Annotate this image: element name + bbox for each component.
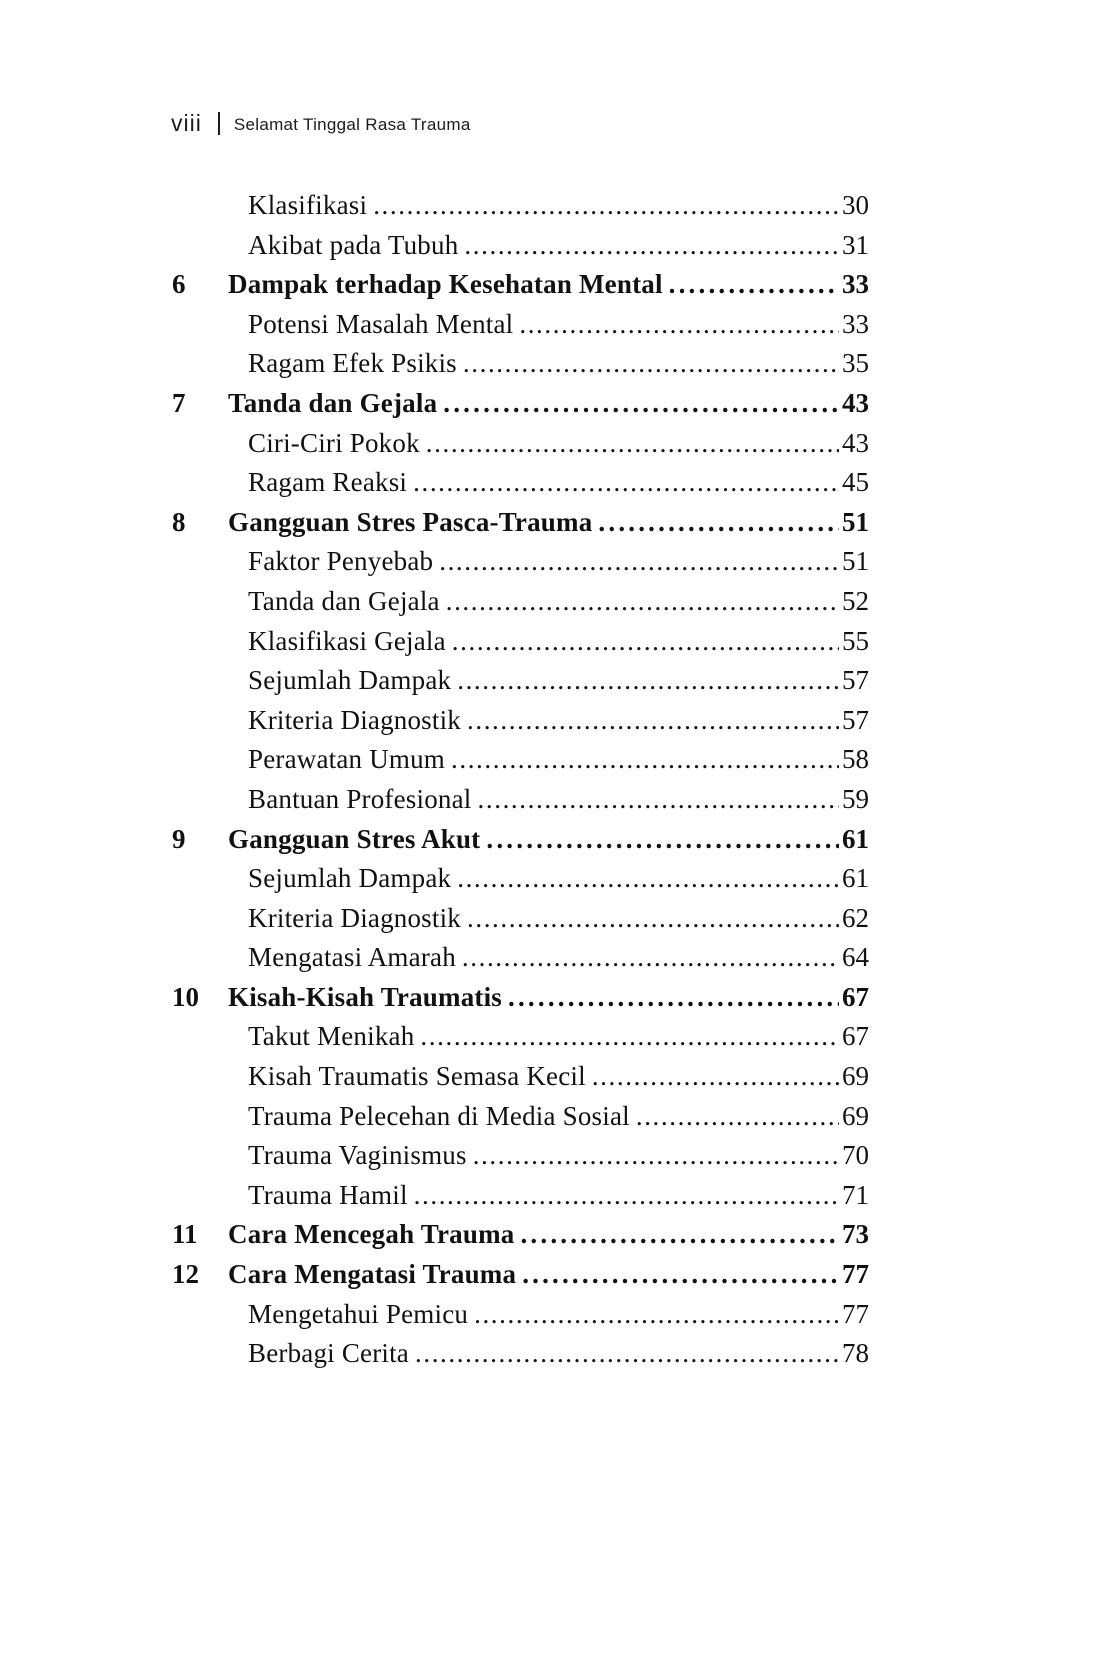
toc-entry-leader [446, 582, 839, 622]
toc-entry-title: Kisah-Kisah Traumatis [228, 981, 503, 1012]
toc-entry-title: Perawatan Umum [248, 744, 445, 775]
toc-entry-leader [508, 978, 839, 1018]
toc-entry-title: Cara Mengatasi Trauma [228, 1259, 517, 1290]
toc-entry [172, 226, 869, 266]
toc-entry-leader [462, 938, 839, 978]
toc-entry-page: 58 [842, 744, 869, 775]
toc-entry-number: 8 [172, 506, 186, 537]
toc-entry-title: Sejumlah Dampak [248, 863, 452, 894]
toc-entry-number: 6 [172, 269, 186, 300]
toc-entry-title: Kriteria Diagnostik [248, 902, 461, 933]
toc-entry-page: 55 [842, 625, 869, 656]
toc-entry-page: 35 [842, 348, 869, 379]
toc-entry-leader [463, 344, 839, 384]
toc-entry [172, 542, 869, 582]
toc-entry-leader [592, 1057, 839, 1097]
toc-entry [172, 1255, 869, 1295]
toc-entry-title: Klasifikasi Gejala [248, 625, 446, 656]
toc-entry-title: Ragam Efek Psikis [248, 348, 457, 379]
toc-entry-leader [413, 463, 839, 503]
toc-entry-leader [467, 701, 839, 741]
toc-entry-page: 33 [842, 308, 869, 339]
toc-entry [172, 820, 869, 860]
toc-entry-leader [636, 1097, 839, 1137]
toc-entry-title: Mengetahui Pemicu [248, 1298, 469, 1329]
toc-entry-page: 43 [842, 387, 869, 418]
toc-entry-title: Ragam Reaksi [248, 467, 408, 498]
header-separator [218, 112, 220, 135]
toc-entry-page: 52 [842, 585, 869, 616]
toc-entry-page: 77 [842, 1298, 869, 1329]
toc-entry-title: Faktor Penyebab [248, 546, 434, 577]
toc-entry [172, 1176, 869, 1216]
toc-entry-leader [473, 1136, 839, 1176]
toc-entry-page: 73 [842, 1219, 869, 1250]
toc-entry [172, 1097, 869, 1137]
toc-entry [172, 780, 869, 820]
toc-entry-page: 61 [842, 863, 869, 894]
header-book-title: Selamat Tinggal Rasa Trauma [233, 115, 471, 134]
toc-entry-page: 77 [842, 1259, 869, 1290]
toc-entry-title: Kriteria Diagnostik [248, 704, 461, 735]
toc-entry [172, 1057, 869, 1097]
toc-entry-number: 10 [172, 981, 199, 1012]
toc-entry [172, 1334, 869, 1374]
toc-entry-leader [520, 1215, 839, 1255]
toc-entry-page: 51 [842, 546, 869, 577]
header-page-number: viii [171, 110, 202, 136]
toc-entry [172, 186, 869, 226]
toc-entry-leader [443, 384, 839, 424]
toc-entry-leader [420, 1017, 839, 1057]
toc-entry-page: 78 [842, 1338, 869, 1369]
toc-entry-page: 43 [842, 427, 869, 458]
toc-entry-page: 70 [842, 1140, 869, 1171]
toc-entry-title: Cara Mencegah Trauma [228, 1219, 515, 1250]
toc-entry-page: 67 [842, 1021, 869, 1052]
toc-entry-title: Trauma Vaginismus [248, 1140, 467, 1171]
toc-entry-title: Trauma Pelecehan di Media Sosial [248, 1100, 630, 1131]
toc-entry-leader [415, 1334, 839, 1374]
toc-entry-title: Berbagi Cerita [248, 1338, 409, 1369]
toc-entry [172, 384, 869, 424]
toc-entry-page: 69 [842, 1100, 869, 1131]
toc-entry-page: 71 [842, 1179, 869, 1210]
toc-entry-title: Bantuan Profesional [248, 783, 472, 814]
toc-entry-title: Ciri-Ciri Pokok [248, 427, 420, 458]
toc-entry-leader [439, 542, 839, 582]
toc-entry [172, 503, 869, 543]
toc-entry-leader [464, 226, 839, 266]
toc-entry-title: Gangguan Stres Akut [228, 823, 481, 854]
toc-entry-page: 33 [842, 269, 869, 300]
toc-entry [172, 1017, 869, 1057]
toc-entry-page: 31 [842, 229, 869, 260]
toc-entry-title: Akibat pada Tubuh [248, 229, 459, 260]
toc-entry-leader [414, 1176, 839, 1216]
toc-entry [172, 938, 869, 978]
toc-entry-page: 57 [842, 704, 869, 735]
toc-entry-title: Tanda dan Gejala [248, 585, 440, 616]
toc-entry-leader [669, 265, 839, 305]
toc-entry-title: Takut Menikah [248, 1021, 415, 1052]
toc-entry [172, 305, 869, 345]
toc-entry-page: 69 [842, 1061, 869, 1092]
toc-entry-title: Mengatasi Amarah [248, 942, 456, 973]
toc-entry-leader [474, 1295, 839, 1335]
toc-entry-title: Sejumlah Dampak [248, 665, 452, 696]
toc-entry-number: 9 [172, 823, 186, 854]
toc-entry-number: 12 [172, 1259, 199, 1290]
toc-entry [172, 701, 869, 741]
toc-entry-number: 11 [172, 1219, 198, 1250]
toc-entry-title: Dampak terhadap Kesehatan Mental [228, 269, 663, 300]
toc-entry [172, 265, 869, 305]
toc-entry-title: Klasifikasi [248, 190, 368, 220]
toc-list [172, 186, 869, 1374]
toc-entry [172, 978, 869, 1018]
toc-entry [172, 1295, 869, 1335]
toc-entry-page: 30 [842, 190, 869, 220]
toc-entry [172, 740, 869, 780]
toc-entry-leader [457, 859, 839, 899]
toc-entry-leader [522, 1255, 839, 1295]
toc-entry-leader [373, 186, 839, 226]
toc-entry-page: 57 [842, 665, 869, 696]
toc-entry-leader [478, 780, 839, 820]
toc-entry [172, 424, 869, 464]
toc-entry-page: 62 [842, 902, 869, 933]
toc-entry [172, 859, 869, 899]
toc-entry [172, 899, 869, 939]
toc-entry-leader [467, 899, 839, 939]
toc-entry-leader [598, 503, 839, 543]
toc-entry-leader [452, 622, 839, 662]
toc-entry-leader [426, 424, 839, 464]
toc-entry [172, 622, 869, 662]
toc-entry-page: 61 [842, 823, 869, 854]
toc-entry-title: Tanda dan Gejala [228, 387, 438, 418]
toc-entry-number: 7 [172, 387, 186, 418]
toc-entry-page: 59 [842, 783, 869, 814]
toc-entry-page: 64 [842, 942, 869, 973]
toc-entry-page: 51 [842, 506, 869, 537]
toc-entry [172, 582, 869, 622]
toc-entry-page: 45 [842, 467, 869, 498]
toc-entry-title: Kisah Traumatis Semasa Kecil [248, 1061, 586, 1092]
toc-entry [172, 463, 869, 503]
toc-entry-page: 67 [842, 981, 869, 1012]
toc-entry [172, 1136, 869, 1176]
toc-entry [172, 661, 869, 701]
toc-entry-leader [519, 305, 839, 345]
toc-entry-title: Trauma Hamil [248, 1179, 408, 1210]
toc-entry [172, 1215, 869, 1255]
toc-entry-leader [486, 820, 839, 860]
toc-entry-title: Potensi Masalah Mental [248, 308, 514, 339]
toc-entry [172, 344, 869, 384]
page-header [171, 112, 471, 135]
toc-entry-leader [451, 740, 839, 780]
toc-entry-title: Gangguan Stres Pasca-Trauma [228, 506, 593, 537]
toc-entry-leader [457, 661, 839, 701]
